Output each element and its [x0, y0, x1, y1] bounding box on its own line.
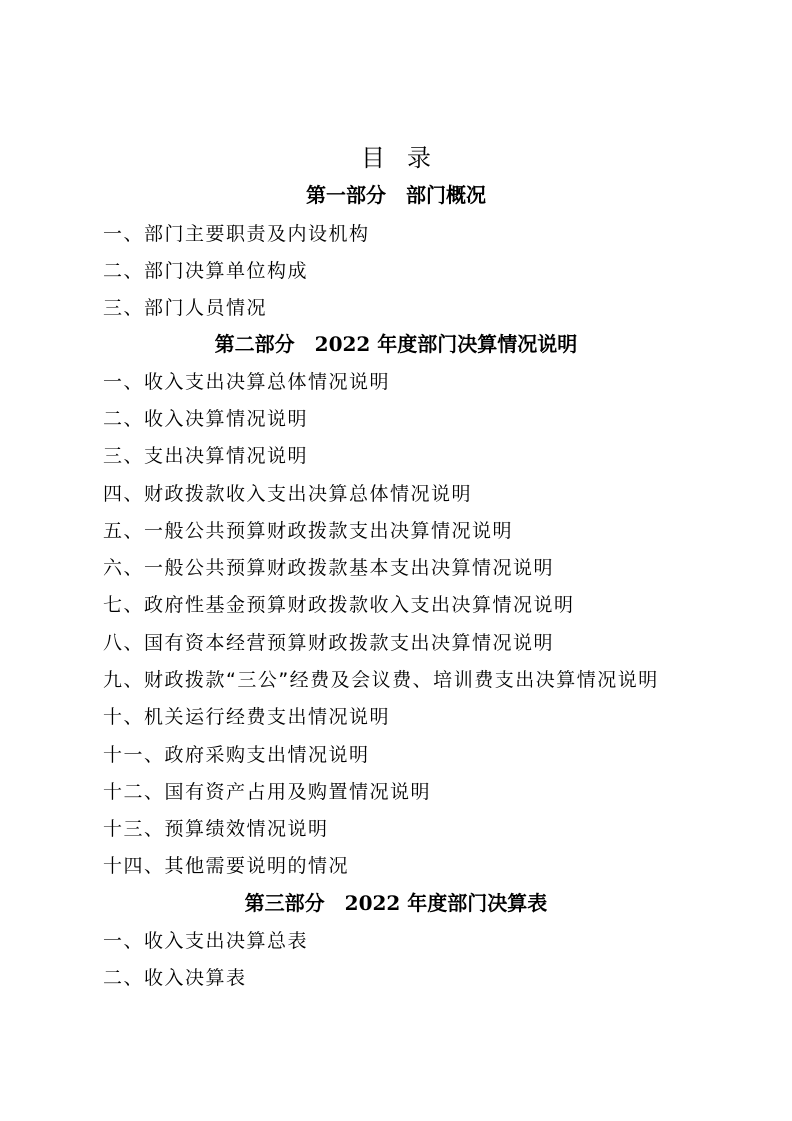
page-title: 目录 [361, 144, 453, 172]
toc-item: 七、政府性基金预算财政拨款收入支出决算情况说明 [103, 594, 575, 616]
toc-item: 十、机关运行经费支出情况说明 [103, 706, 391, 728]
toc-item: 六、一般公共预算财政拨款基本支出决算情况说明 [103, 557, 555, 579]
toc-item: 十三、预算绩效情况说明 [103, 818, 329, 840]
toc-item: 五、一般公共预算财政拨款支出决算情况说明 [103, 520, 514, 542]
toc-item: 十二、国有资产占用及购置情况说明 [103, 781, 432, 803]
toc-item: 二、收入决算表 [103, 967, 247, 989]
toc-item: 十四、其他需要说明的情况 [103, 855, 350, 877]
toc-item: 一、收入支出决算总表 [103, 930, 309, 952]
part-1-heading: 第一部分 部门概况 [306, 183, 486, 207]
toc-item: 一、收入支出决算总体情况说明 [103, 371, 391, 393]
part-2-heading: 第二部分 2022 年度部门决算情况说明 [214, 332, 578, 356]
toc-item: 八、国有资本经营预算财政拨款支出决算情况说明 [103, 632, 555, 654]
toc-item: 三、部门人员情况 [103, 297, 268, 319]
toc-item: 四、财政拨款收入支出决算总体情况说明 [103, 483, 473, 505]
toc-item: 一、部门主要职责及内设机构 [103, 223, 370, 245]
toc-item: 十一、政府采购支出情况说明 [103, 744, 370, 766]
toc-item: 二、部门决算单位构成 [103, 260, 309, 282]
toc-item: 三、支出决算情况说明 [103, 445, 309, 467]
part-3-heading: 第三部分 2022 年度部门决算表 [244, 891, 548, 915]
toc-item: 九、财政拨款“三公”经费及会议费、培训费支出决算情况说明 [103, 669, 659, 691]
toc-item: 二、收入决算情况说明 [103, 408, 309, 430]
